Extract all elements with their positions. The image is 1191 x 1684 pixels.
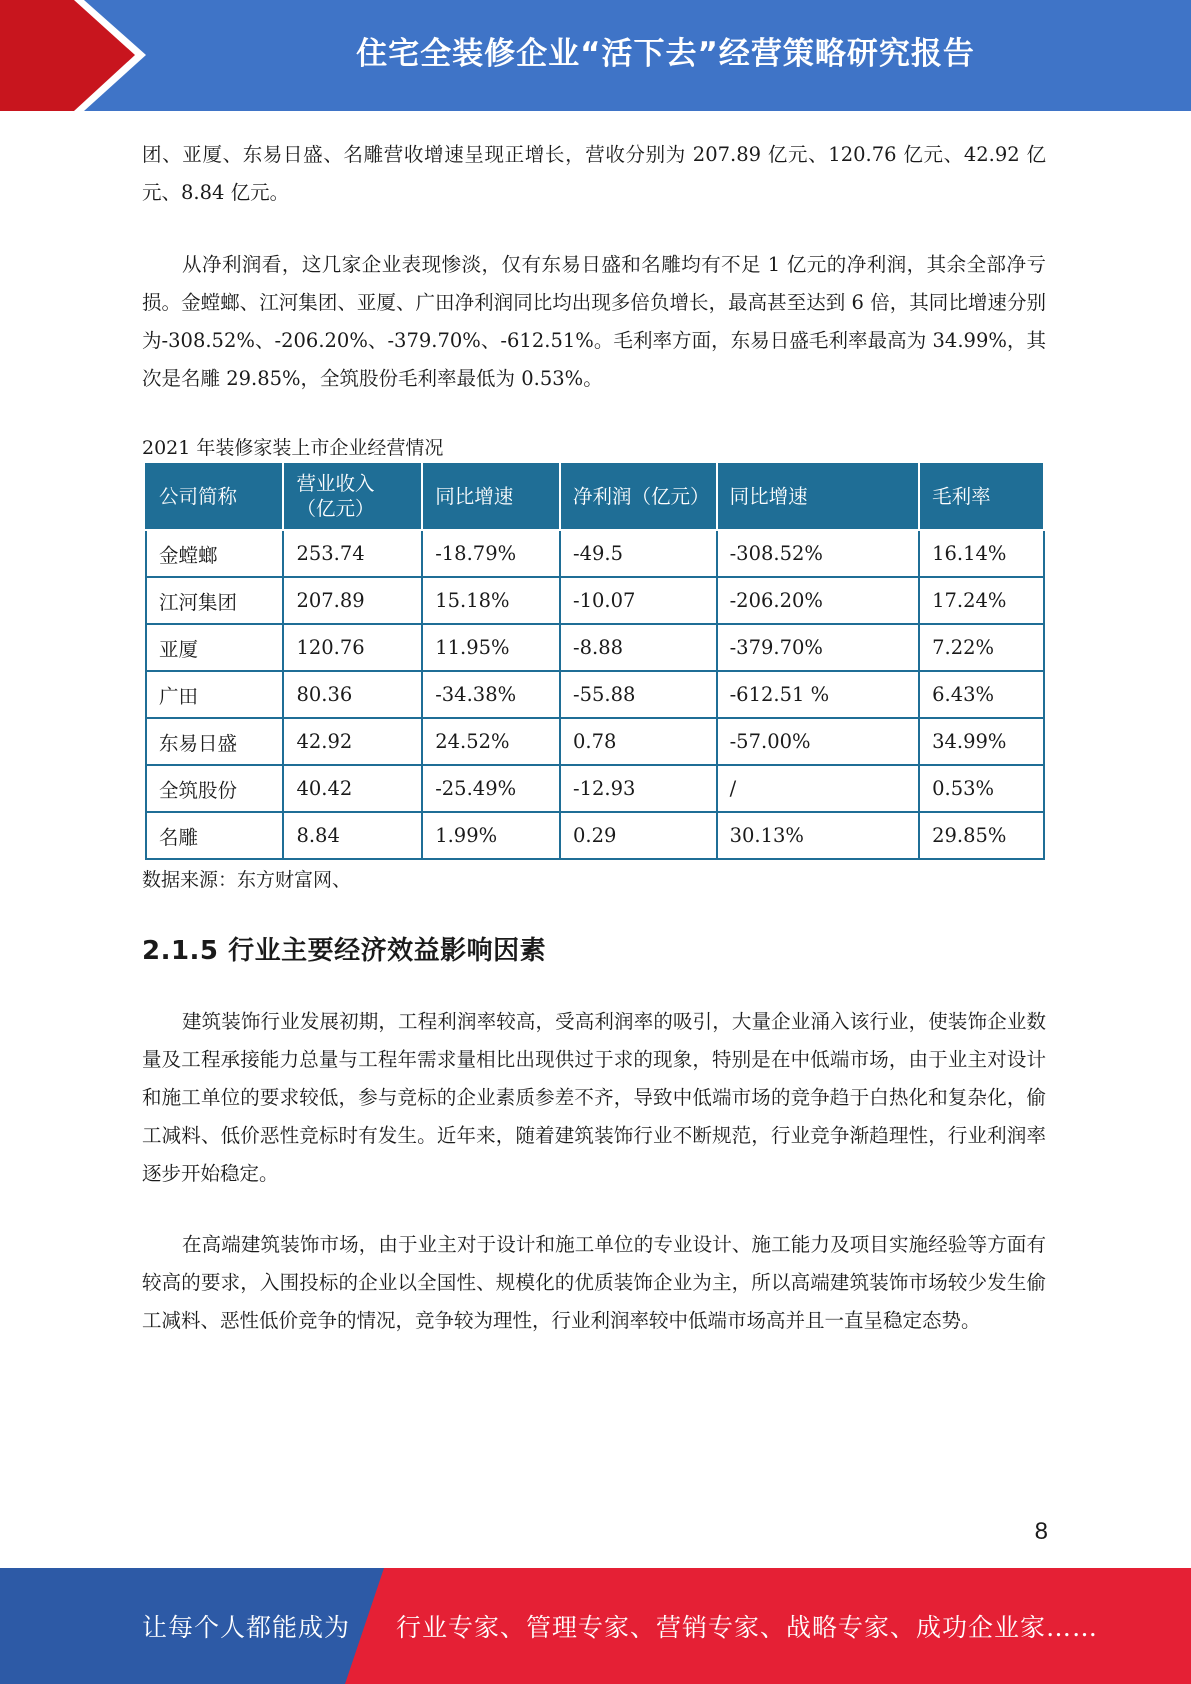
table-cell: -612.51 % [717, 671, 920, 718]
table-caption: 2021 年装修家装上市企业经营情况 [142, 437, 444, 459]
table-cell: / [717, 765, 920, 812]
table-cell: 1.99% [422, 812, 560, 859]
paragraph-low-end-market: 建筑装饰行业发展初期，工程利润率较高，受高利润率的吸引，大量企业涌入该行业，使装饰企业数量及工程承接能力总量与工程年需求量相比出现供过于求的现象，特别是在中低端市场，由于业主对设计和施工单位的要求较低，参与竞标的企业素质参差不齐，导致中低端市场的竞争趋于白热化和复杂化，偷工减料、低价恶性竞标时有发生。近年来，随着建筑装饰行业不断规范，行业竞争渐趋理性，行业利润率逐步开始稳定。 [142, 1010, 1046, 1185]
table-cell: 29.85% [919, 812, 1044, 859]
table-cell: 80.36 [283, 671, 422, 718]
footer-slogan-right: 行业专家、管理专家、营销专家、战略专家、成功企业家…… [396, 1613, 1099, 1642]
table-cell: 8.84 [283, 812, 422, 859]
table-cell: 16.14% [919, 530, 1044, 577]
table-cell: 42.92 [283, 718, 422, 765]
column-header: 营业收入（亿元） [283, 462, 422, 530]
table-cell: 金螳螂 [146, 530, 283, 577]
table-cell: 11.95% [422, 624, 560, 671]
table-cell: -8.88 [560, 624, 717, 671]
table-header-row [146, 462, 1044, 530]
table-cell: 亚厦 [146, 624, 283, 671]
table-cell: -18.79% [422, 530, 560, 577]
table-cell: 40.42 [283, 765, 422, 812]
data-source-note: 数据来源：东方财富网、 [142, 869, 352, 891]
table-cell: 30.13% [717, 812, 920, 859]
column-header: 公司简称 [146, 462, 283, 530]
header-red-arrow-shape [0, 0, 151, 111]
column-header: 同比增速 [422, 462, 560, 530]
report-title: 住宅全装修企业“活下去”经营策略研究报告 [356, 36, 975, 72]
column-header: 毛利率 [919, 462, 1044, 530]
table-cell: -12.93 [560, 765, 717, 812]
table-cell: 207.89 [283, 577, 422, 624]
table-cell: -10.07 [560, 577, 717, 624]
table-cell: -25.49% [422, 765, 560, 812]
table-cell: 名雕 [146, 812, 283, 859]
table-cell: 东易日盛 [146, 718, 283, 765]
table-cell: 0.29 [560, 812, 717, 859]
table-cell: 253.74 [283, 530, 422, 577]
column-header: 净利润（亿元） [560, 462, 717, 530]
page-footer [0, 1568, 1191, 1684]
table-cell: -308.52% [717, 530, 920, 577]
table-cell: 17.24% [919, 577, 1044, 624]
table-cell: 7.22% [919, 624, 1044, 671]
table-cell: -379.70% [717, 624, 920, 671]
footer-slogan-left: 让每个人都能成为 [142, 1613, 351, 1642]
table-cell: -57.00% [717, 718, 920, 765]
table-cell: 全筑股份 [146, 765, 283, 812]
table-row [146, 671, 1044, 718]
table-cell: 6.43% [919, 671, 1044, 718]
column-header: 同比增速 [717, 462, 920, 530]
table-row [146, 765, 1044, 812]
table-row [146, 718, 1044, 765]
section-heading: 2.1.5 行业主要经济效益影响因素 [142, 936, 547, 966]
table-row [146, 530, 1044, 577]
table-row [146, 577, 1044, 624]
table-cell: 江河集团 [146, 577, 283, 624]
table-cell: 120.76 [283, 624, 422, 671]
paragraph-revenue-growth: 团、亚厦、东易日盛、名雕营收增速呈现正增长，营收分别为 207.89 亿元、120.76 亿元、42.92 亿元、8.84 亿元。 [142, 143, 1046, 204]
table-cell: -55.88 [560, 671, 717, 718]
table-cell: 24.52% [422, 718, 560, 765]
page-number: 8 [1034, 1518, 1048, 1545]
table-cell: -206.20% [717, 577, 920, 624]
table-row [146, 812, 1044, 859]
table-cell: -49.5 [560, 530, 717, 577]
table-row [146, 624, 1044, 671]
table-cell: 广田 [146, 671, 283, 718]
table-cell: 15.18% [422, 577, 560, 624]
paragraph-high-end-market: 在高端建筑装饰市场，由于业主对于设计和施工单位的专业设计、施工能力及项目实施经验等方面有较高的要求，入围投标的企业以全国性、规模化的优质装饰企业为主，所以高端建筑装饰市场较少发生偷工减料、恶性低价竞争的情况，竞争较为理性，行业利润率较中低端市场高并且一直呈稳定态势。 [142, 1233, 1046, 1332]
table-cell: 34.99% [919, 718, 1044, 765]
table-cell: 0.78 [560, 718, 717, 765]
page-header [0, 0, 1191, 111]
paragraph-net-profit: 从净利润看，这几家企业表现惨淡，仅有东易日盛和名雕均有不足 1 亿元的净利润，其余全部净亏损。金螳螂、江河集团、亚厦、广田净利润同比均出现多倍负增长，最高甚至达到 6 倍，其同比增速分别为-308.52%、-206.20%、-379.70%、-612.51%。毛利率方面，东易日盛毛利率最高为 34.99%，其次是名雕 29.85%，全筑股份毛利率最低为 0.53%。 [142, 253, 1046, 390]
table-cell: -34.38% [422, 671, 560, 718]
operating-data-table [145, 461, 1045, 860]
table-cell: 0.53% [919, 765, 1044, 812]
